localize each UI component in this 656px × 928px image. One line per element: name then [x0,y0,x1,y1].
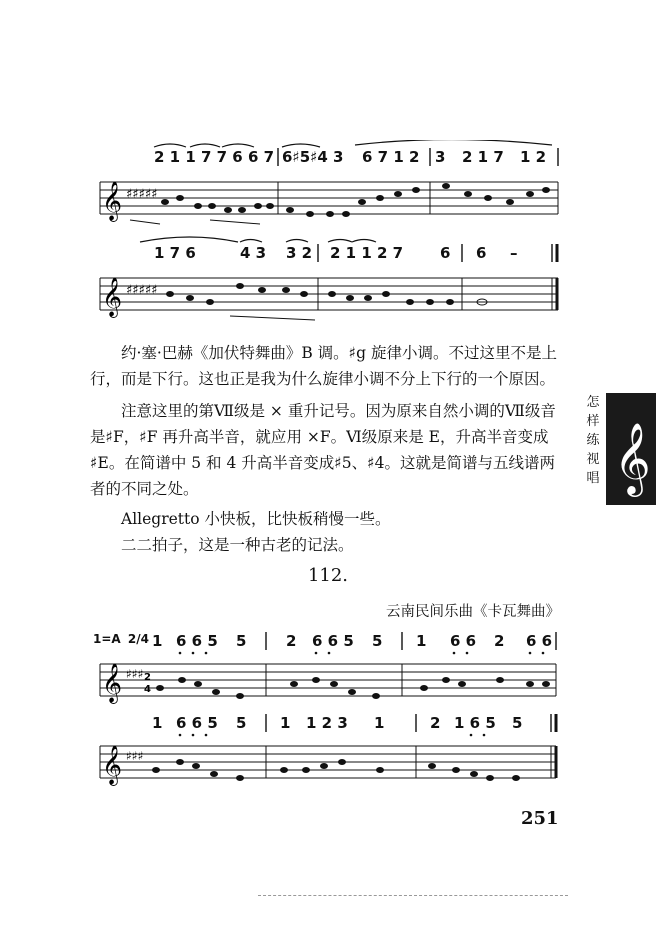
svg-text:𝄞: 𝄞 [102,745,123,785]
svg-text:6 6 5: 6 6 5 [176,632,218,650]
svg-text:2 1 1 2 7: 2 1 1 2 7 [330,244,404,262]
svg-text:1: 1 [152,632,163,650]
svg-text:4 3: 4 3 [240,244,267,262]
svg-text:2 1 1 7 7 6 6 7: 2 1 1 7 7 6 6 7 [154,148,275,166]
svg-text:𝄞: 𝄞 [614,421,651,494]
score-2-line-1-jianpu [90,624,560,656]
svg-text:1 2: 1 2 [520,148,547,166]
svg-text:6 6 5: 6 6 5 [312,632,354,650]
svg-text:2: 2 [286,632,297,650]
side-tab-text: 怎样练视唱 [586,395,600,486]
svg-text:6 6: 6 6 [526,632,553,650]
svg-text:1: 1 [374,714,385,732]
svg-text:2: 2 [494,632,505,650]
side-tab-label [584,393,602,488]
svg-text:5: 5 [372,632,383,650]
svg-text:1 6 5: 1 6 5 [454,714,496,732]
svg-text:5: 5 [512,714,523,732]
example-number: 112. [307,565,349,586]
svg-text:𝄞: 𝄞 [102,277,123,317]
svg-text:5: 5 [236,632,247,650]
svg-text:2: 2 [144,672,151,683]
svg-text:–: – [510,244,518,262]
svg-text:6 7 1 2: 6 7 1 2 [362,148,420,166]
svg-text:𝄞: 𝄞 [102,663,123,703]
svg-text:6: 6 [476,244,487,262]
svg-text:1 2 3: 1 2 3 [306,714,348,732]
svg-text:𝄞: 𝄞 [102,181,123,221]
time-signature: 2/4 [127,632,149,646]
score-1-line-2-jianpu [90,236,560,268]
footer-rule [258,895,568,897]
score-1-line-1-staff [90,176,560,226]
svg-text:5: 5 [236,714,247,732]
svg-text:♯♯♯♯♯: ♯♯♯♯♯ [126,283,158,298]
key-text: 1=A [93,632,121,646]
chapter-side-tab [584,393,656,505]
paragraph-double-sharp: 注意这里的第Ⅶ级是 × 重升记号。因为原来自然小调的Ⅶ级音是♯F，♯F 再升高半音，就应用 ×F。Ⅵ级原来是 E，升高半音变成♯E。在简谱中 5 和 4 升高半音变成♯5、♯4。这就是简谱与五线谱两者的不同之处。 [90,402,556,498]
svg-text:♯♯♯♯♯: ♯♯♯♯♯ [126,187,158,202]
score-1-line-1-jianpu [90,140,560,172]
svg-text:1: 1 [416,632,427,650]
svg-text:6♯5♯4 3: 6♯5♯4 3 [282,148,344,166]
svg-text:1: 1 [152,714,163,732]
svg-text:1 7 6: 1 7 6 [154,244,196,262]
svg-text:3: 3 [435,148,446,166]
paragraph-cut-time: 二二拍子，这是一种古老的记法。 [121,536,354,554]
svg-text:3 2: 3 2 [286,244,313,262]
score-2-line-2-staff [90,740,560,788]
body-text [90,340,560,558]
score-2-line-2-jianpu [90,706,560,738]
score-1-line-2-staff [90,272,560,322]
page-number: 251 [521,808,559,829]
svg-text:2 1 7: 2 1 7 [462,148,504,166]
paragraph-allegretto: Allegretto 小快板，比快板稍慢一些。 [121,510,391,528]
side-tab-clef-block [606,393,656,505]
svg-text:1: 1 [280,714,291,732]
svg-text:♯♯♯: ♯♯♯ [126,749,144,763]
svg-text:2: 2 [430,714,441,732]
treble-clef-icon [606,393,656,505]
svg-text:6 6: 6 6 [450,632,477,650]
svg-text:6 6 5: 6 6 5 [176,714,218,732]
score-2-line-1-staff [90,658,560,706]
svg-text:6: 6 [440,244,451,262]
example-source: 云南民间乐曲《卡瓦舞曲》 [386,604,560,620]
paragraph-bach: 约·塞·巴赫《加伏特舞曲》B 调。♯g 旋律小调。不过这里不是上行，而是下行。这也正是我为什么旋律小调不分上下行的一个原因。 [90,344,558,388]
svg-text:4: 4 [144,684,151,695]
svg-text:♯♯♯: ♯♯♯ [126,667,144,681]
